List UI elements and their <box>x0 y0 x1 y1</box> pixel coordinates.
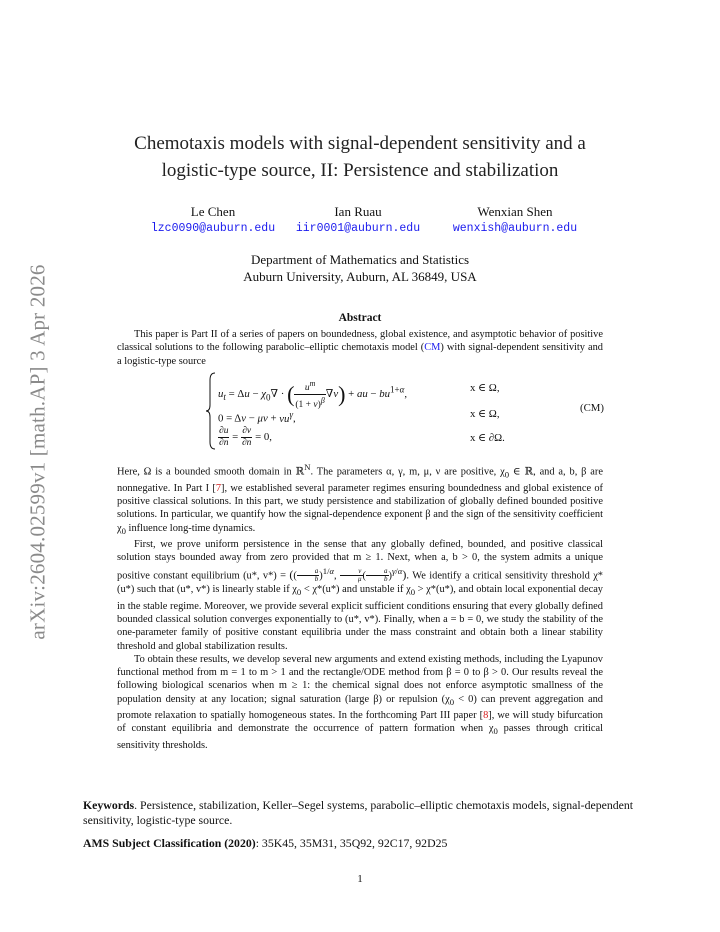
affiliation-address: Auburn University, Auburn, AL 36849, USA <box>243 269 477 284</box>
citation-link-8[interactable]: 8 <box>483 710 489 722</box>
equation-domain-3: x ∈ ∂Ω. <box>470 432 505 444</box>
author-block <box>273 204 443 238</box>
equation-domain-1: x ∈ Ω, <box>470 382 500 394</box>
author-name: Wenxian Shen <box>477 204 553 219</box>
paper-title <box>100 130 620 184</box>
affiliation <box>0 251 720 285</box>
author-email-link[interactable]: lzc0090@auburn.edu <box>150 222 276 235</box>
abstract-intro <box>117 328 603 368</box>
ams-codes: : 35K45, 35M31, 35Q92, 92C17, 92D25 <box>255 836 448 850</box>
equation-tag: (CM) <box>580 402 604 414</box>
abstract-heading: Abstract <box>338 312 382 324</box>
abstract-text: This paper is Part II of a series of papers on boundedness, global existence, and asymptotic behavior of positive classical solutions to the following parabolic–elliptic chemotaxis model ( <box>117 329 603 354</box>
ams-classification <box>83 836 638 851</box>
equation-line-2: $0 = \Delta v - \mu v + \nu u^\gamma$, <box>218 409 296 425</box>
equation-line-1: $u_t = \Delta u - \chi_0\nabla$ · ( $\frac{u^m}{(1 + v)^\beta}$ ∇v) + au − $bu^{1+\alpha}$, <box>218 379 408 411</box>
author-email-link[interactable]: iir0001@auburn.edu <box>295 222 421 235</box>
left-brace <box>206 372 216 450</box>
abstract-paragraph-3: First, we prove uniform persistence in the sense that any globally defined, bounded, and positive classical solution stays bounded away from zero provided that m ≥ 1. Next, when a, b > 0, the system admits a unique positive constant equilibrium (u*, v*) = (( $\frac{a}{b}$ )$^{1/\alpha}$, $\frac{\nu}{\mu}$ ( $\frac{a}{b}$ )$^{\gamma/\alpha}$). We identify a critical sensitivity threshold χ*(u*) such that (u*, v*) is linearly stable if $\chi_0 < \chi*(u*)$ and unstable if $\chi_0 > \chi*(u*)$, and obtain local exponential decay in the stable regime. Moreover, we provide several explicit sufficient conditions ensuring that every globally defined bounded classical solution converges exponentially to (u*, v*). Finally, when a = b = 0, we study the stability of the one-parameter family of positive constant equilibria under the mass constraint and obtain both a linear stability threshold and global stabilization results. <box>117 539 604 652</box>
affiliation-department: Department of Mathematics and Statistics <box>250 252 470 267</box>
equation-system-cm <box>206 372 604 450</box>
keywords-label: Keywords <box>83 798 135 812</box>
abstract-paragraph-4: To obtain these results, we develop several new arguments and extend existing methods, including the Lyapunov functional method from m = 1 to m > 1 and the rectangle/ODE method from β = 0 to β > 0. Our results reveal the following biological scenarios when m ≥ 1: the chemical signal does not enforce asymptotic smallness of the population density at any location; signal saturation (large β) or repulsion $(\chi_0 < 0)$ can prevent aggregation and promote relaxation to spatially homogeneous states. In the forthcoming Part III paper [8], we will study bifurcation of constant equilibria and demonstrate the occurrence of pattern formation when $\chi_0$ passes through critical sensitivity thresholds. <box>117 653 603 751</box>
ams-label: AMS Subject Classification (2020) <box>83 836 256 850</box>
title-line-2: logistic-type source, II: Persistence and stabilization <box>161 160 559 181</box>
abstract-body <box>117 461 603 752</box>
citation-link-7[interactable]: 7 <box>215 482 222 494</box>
author-email-link[interactable]: wenxish@auburn.edu <box>452 222 578 235</box>
equation-reference-link[interactable]: CM <box>424 342 441 354</box>
keywords <box>83 798 638 828</box>
title-line-1: Chemotaxis models with signal-dependent sensitivity and a <box>134 133 586 154</box>
abstract-paragraph-2: Here, Ω is a bounded smooth domain in ℝ$^N$. The parameters α, γ, m, μ, ν are positive, $\chi_0$ ∈ ℝ, and a, b, β are nonnegative. In Part I [7], we established several parameter regimes ensuring boundedness and global existence of positive classical solutions. In this part, we study persistence and stabilization of globally defined bounded positive solutions. In particular, we quantify how the signal-dependence exponent β and the sign of the sensitivity coefficient $\chi_0$ influence long-time dynamics. <box>117 462 603 536</box>
author-block <box>430 204 600 238</box>
author-list <box>0 204 720 238</box>
equation-domain-2: x ∈ Ω, <box>470 408 500 420</box>
author-name: Ian Ruau <box>334 204 382 219</box>
abstract-text: ) with signal-dependent sensitivity and a logistic-type source <box>117 342 603 367</box>
author-name: Le Chen <box>190 204 236 219</box>
keywords-text: . Persistence, stabilization, Keller–Segel systems, parabolic–elliptic chemotaxis models, signal-dependent sensitivity, logistic-type source. <box>83 798 634 827</box>
equation-line-3: $\frac{\partial u}{\partial n}$ = $\frac{\partial v}{\partial n}$ = 0, <box>219 426 272 448</box>
arxiv-identifier: arXiv:2604.02599v1 [math.AP] 3 Apr 2026 <box>25 264 50 640</box>
page-number: 1 <box>357 873 363 885</box>
